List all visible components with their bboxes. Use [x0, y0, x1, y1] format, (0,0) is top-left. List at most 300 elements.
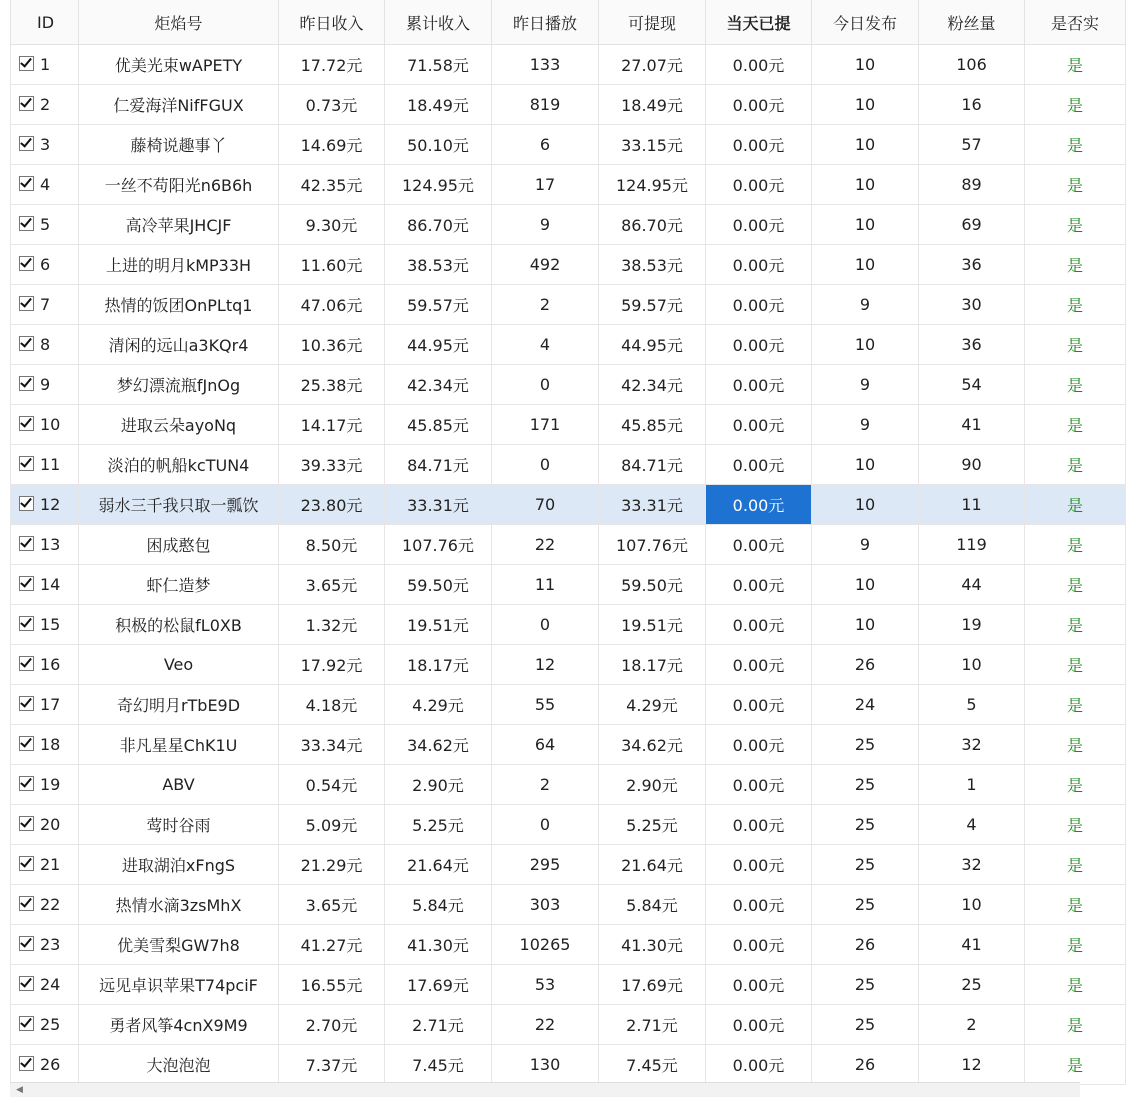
yesterday-plays-cell[interactable]: 295: [492, 845, 599, 885]
table-row[interactable]: [11, 1005, 1126, 1045]
fans-cell[interactable]: 119: [919, 525, 1025, 565]
fans-cell[interactable]: 1: [919, 765, 1025, 805]
fans-cell[interactable]: 12: [919, 1045, 1025, 1085]
yesterday-plays-cell[interactable]: 0: [492, 445, 599, 485]
row-checkbox[interactable]: [19, 776, 34, 791]
account-name-cell[interactable]: 非凡星星ChK1U: [79, 725, 279, 765]
id-cell[interactable]: [11, 925, 79, 965]
withdrawable-cell[interactable]: 5.84元: [599, 885, 706, 925]
yesterday-plays-cell[interactable]: 22: [492, 525, 599, 565]
verified-cell[interactable]: 是: [1025, 1005, 1126, 1045]
published-today-cell[interactable]: 24: [812, 685, 919, 725]
account-name-cell[interactable]: 进取湖泊xFngS: [79, 845, 279, 885]
verified-cell[interactable]: 是: [1025, 245, 1126, 285]
published-today-cell[interactable]: 25: [812, 765, 919, 805]
yesterday-plays-cell[interactable]: 0: [492, 365, 599, 405]
account-name-cell[interactable]: 梦幻漂流瓶fJnOg: [79, 365, 279, 405]
withdrawable-cell[interactable]: 45.85元: [599, 405, 706, 445]
withdrawn-today-cell[interactable]: 0.00元: [706, 205, 812, 245]
verified-cell[interactable]: 是: [1025, 285, 1126, 325]
column-header-name[interactable]: 炬焰号: [79, 0, 279, 45]
total-income-cell[interactable]: 18.17元: [385, 645, 492, 685]
column-header-yesterday-plays[interactable]: 昨日播放: [492, 0, 599, 45]
total-income-cell[interactable]: 5.25元: [385, 805, 492, 845]
withdrawable-cell[interactable]: 2.90元: [599, 765, 706, 805]
table-row[interactable]: [11, 525, 1126, 565]
withdrawn-today-cell[interactable]: 0.00元: [706, 1005, 812, 1045]
yesterday-plays-cell[interactable]: 17: [492, 165, 599, 205]
id-cell[interactable]: [11, 245, 79, 285]
yesterday-income-cell[interactable]: 17.72元: [279, 45, 385, 85]
total-income-cell[interactable]: 18.49元: [385, 85, 492, 125]
published-today-cell[interactable]: 9: [812, 285, 919, 325]
id-cell[interactable]: [11, 1045, 79, 1085]
horizontal-scrollbar[interactable]: [10, 1082, 1080, 1097]
published-today-cell[interactable]: 9: [812, 365, 919, 405]
row-checkbox[interactable]: [19, 336, 34, 351]
fans-cell[interactable]: 41: [919, 925, 1025, 965]
account-name-cell[interactable]: 一丝不苟阳光n6B6h: [79, 165, 279, 205]
published-today-cell[interactable]: 10: [812, 85, 919, 125]
column-header-yesterday-income[interactable]: 昨日收入: [279, 0, 385, 45]
yesterday-plays-cell[interactable]: 10265: [492, 925, 599, 965]
table-row[interactable]: [11, 965, 1126, 1005]
id-cell[interactable]: [11, 885, 79, 925]
withdrawn-today-cell[interactable]: 0.00元: [706, 405, 812, 445]
yesterday-plays-cell[interactable]: 55: [492, 685, 599, 725]
verified-cell[interactable]: 是: [1025, 365, 1126, 405]
total-income-cell[interactable]: 17.69元: [385, 965, 492, 1005]
column-header-published-today[interactable]: 今日发布: [812, 0, 919, 45]
account-name-cell[interactable]: 热情的饭团OnPLtq1: [79, 285, 279, 325]
fans-cell[interactable]: 36: [919, 245, 1025, 285]
fans-cell[interactable]: 90: [919, 445, 1025, 485]
total-income-cell[interactable]: 2.90元: [385, 765, 492, 805]
account-name-cell[interactable]: 弱水三千我只取一瓢饮: [79, 485, 279, 525]
published-today-cell[interactable]: 10: [812, 325, 919, 365]
withdrawable-cell[interactable]: 107.76元: [599, 525, 706, 565]
verified-cell[interactable]: 是: [1025, 685, 1126, 725]
verified-cell[interactable]: 是: [1025, 525, 1126, 565]
yesterday-income-cell[interactable]: 42.35元: [279, 165, 385, 205]
table-row[interactable]: [11, 725, 1126, 765]
account-name-cell[interactable]: 困成憨包: [79, 525, 279, 565]
withdrawn-today-cell[interactable]: 0.00元: [706, 645, 812, 685]
row-checkbox[interactable]: [19, 856, 34, 871]
account-name-cell[interactable]: Veo: [79, 645, 279, 685]
published-today-cell[interactable]: 25: [812, 965, 919, 1005]
id-cell[interactable]: [11, 845, 79, 885]
published-today-cell[interactable]: 26: [812, 645, 919, 685]
fans-cell[interactable]: 10: [919, 885, 1025, 925]
yesterday-plays-cell[interactable]: 22: [492, 1005, 599, 1045]
table-row[interactable]: [11, 845, 1126, 885]
withdrawable-cell[interactable]: 59.57元: [599, 285, 706, 325]
yesterday-plays-cell[interactable]: 2: [492, 285, 599, 325]
account-name-cell[interactable]: 勇者风筝4cnX9M9: [79, 1005, 279, 1045]
total-income-cell[interactable]: 7.45元: [385, 1045, 492, 1085]
id-cell[interactable]: [11, 1005, 79, 1045]
table-row[interactable]: [11, 325, 1126, 365]
withdrawable-cell[interactable]: 4.29元: [599, 685, 706, 725]
published-today-cell[interactable]: 9: [812, 525, 919, 565]
withdrawable-cell[interactable]: 5.25元: [599, 805, 706, 845]
table-row[interactable]: [11, 605, 1126, 645]
withdrawable-cell[interactable]: 19.51元: [599, 605, 706, 645]
withdrawable-cell[interactable]: 27.07元: [599, 45, 706, 85]
yesterday-plays-cell[interactable]: 2: [492, 765, 599, 805]
table-row[interactable]: [11, 645, 1126, 685]
verified-cell[interactable]: 是: [1025, 85, 1126, 125]
fans-cell[interactable]: 69: [919, 205, 1025, 245]
total-income-cell[interactable]: 71.58元: [385, 45, 492, 85]
row-checkbox[interactable]: [19, 296, 34, 311]
id-cell[interactable]: [11, 965, 79, 1005]
account-name-cell[interactable]: 优美雪梨GW7h8: [79, 925, 279, 965]
published-today-cell[interactable]: 26: [812, 1045, 919, 1085]
withdrawn-today-cell[interactable]: 0.00元: [706, 85, 812, 125]
withdrawable-cell[interactable]: 59.50元: [599, 565, 706, 605]
published-today-cell[interactable]: 10: [812, 485, 919, 525]
withdrawable-cell[interactable]: 84.71元: [599, 445, 706, 485]
yesterday-income-cell[interactable]: 0.54元: [279, 765, 385, 805]
yesterday-plays-cell[interactable]: 12: [492, 645, 599, 685]
withdrawable-cell[interactable]: 44.95元: [599, 325, 706, 365]
id-cell[interactable]: [11, 445, 79, 485]
yesterday-income-cell[interactable]: 23.80元: [279, 485, 385, 525]
published-today-cell[interactable]: 10: [812, 445, 919, 485]
withdrawable-cell[interactable]: 18.49元: [599, 85, 706, 125]
fans-cell[interactable]: 54: [919, 365, 1025, 405]
yesterday-income-cell[interactable]: 10.36元: [279, 325, 385, 365]
fans-cell[interactable]: 10: [919, 645, 1025, 685]
published-today-cell[interactable]: 9: [812, 405, 919, 445]
id-cell[interactable]: [11, 165, 79, 205]
fans-cell[interactable]: 4: [919, 805, 1025, 845]
id-cell[interactable]: [11, 525, 79, 565]
account-name-cell[interactable]: 奇幻明月rTbE9D: [79, 685, 279, 725]
total-income-cell[interactable]: 45.85元: [385, 405, 492, 445]
total-income-cell[interactable]: 5.84元: [385, 885, 492, 925]
fans-cell[interactable]: 32: [919, 845, 1025, 885]
id-cell[interactable]: [11, 725, 79, 765]
total-income-cell[interactable]: 124.95元: [385, 165, 492, 205]
withdrawable-cell[interactable]: 42.34元: [599, 365, 706, 405]
published-today-cell[interactable]: 25: [812, 1005, 919, 1045]
fans-cell[interactable]: 89: [919, 165, 1025, 205]
published-today-cell[interactable]: 25: [812, 845, 919, 885]
id-cell[interactable]: [11, 405, 79, 445]
table-row[interactable]: [11, 205, 1126, 245]
total-income-cell[interactable]: 21.64元: [385, 845, 492, 885]
withdrawable-cell[interactable]: 17.69元: [599, 965, 706, 1005]
row-checkbox[interactable]: [19, 736, 34, 751]
yesterday-income-cell[interactable]: 14.69元: [279, 125, 385, 165]
withdrawn-today-cell[interactable]: 0.00元: [706, 365, 812, 405]
total-income-cell[interactable]: 42.34元: [385, 365, 492, 405]
verified-cell[interactable]: 是: [1025, 565, 1126, 605]
fans-cell[interactable]: 57: [919, 125, 1025, 165]
yesterday-income-cell[interactable]: 39.33元: [279, 445, 385, 485]
total-income-cell[interactable]: 34.62元: [385, 725, 492, 765]
fans-cell[interactable]: 16: [919, 85, 1025, 125]
withdrawn-today-cell[interactable]: 0.00元: [706, 765, 812, 805]
withdrawn-today-cell[interactable]: 0.00元: [706, 245, 812, 285]
yesterday-income-cell[interactable]: 3.65元: [279, 565, 385, 605]
table-row[interactable]: [11, 165, 1126, 205]
yesterday-plays-cell[interactable]: 70: [492, 485, 599, 525]
row-checkbox[interactable]: [19, 536, 34, 551]
id-cell[interactable]: [11, 285, 79, 325]
withdrawn-today-cell[interactable]: 0.00元: [706, 125, 812, 165]
yesterday-plays-cell[interactable]: 6: [492, 125, 599, 165]
yesterday-plays-cell[interactable]: 492: [492, 245, 599, 285]
table-row[interactable]: [11, 85, 1126, 125]
published-today-cell[interactable]: 10: [812, 165, 919, 205]
published-today-cell[interactable]: 25: [812, 805, 919, 845]
published-today-cell[interactable]: 10: [812, 605, 919, 645]
published-today-cell[interactable]: 10: [812, 45, 919, 85]
column-header-total-income[interactable]: 累计收入: [385, 0, 492, 45]
row-checkbox[interactable]: [19, 576, 34, 591]
withdrawn-today-cell[interactable]: 0.00元: [706, 565, 812, 605]
fans-cell[interactable]: 30: [919, 285, 1025, 325]
column-header-withdrawn-today[interactable]: 当天已提: [706, 0, 812, 45]
account-name-cell[interactable]: 上进的明月kMP33H: [79, 245, 279, 285]
yesterday-income-cell[interactable]: 1.32元: [279, 605, 385, 645]
published-today-cell[interactable]: 10: [812, 565, 919, 605]
account-name-cell[interactable]: 仁爱海洋NifFGUX: [79, 85, 279, 125]
total-income-cell[interactable]: 19.51元: [385, 605, 492, 645]
total-income-cell[interactable]: 33.31元: [385, 485, 492, 525]
yesterday-income-cell[interactable]: 8.50元: [279, 525, 385, 565]
account-name-cell[interactable]: ABV: [79, 765, 279, 805]
row-checkbox[interactable]: [19, 56, 34, 71]
total-income-cell[interactable]: 59.50元: [385, 565, 492, 605]
row-checkbox[interactable]: [19, 656, 34, 671]
table-row[interactable]: [11, 245, 1126, 285]
withdrawn-today-cell[interactable]: 0.00元: [706, 845, 812, 885]
published-today-cell[interactable]: 26: [812, 925, 919, 965]
verified-cell[interactable]: 是: [1025, 325, 1126, 365]
id-cell[interactable]: [11, 45, 79, 85]
published-today-cell[interactable]: 25: [812, 725, 919, 765]
withdrawable-cell[interactable]: 33.15元: [599, 125, 706, 165]
id-cell[interactable]: [11, 205, 79, 245]
withdrawn-today-cell[interactable]: 0.00元: [706, 165, 812, 205]
total-income-cell[interactable]: 84.71元: [385, 445, 492, 485]
yesterday-income-cell[interactable]: 16.55元: [279, 965, 385, 1005]
verified-cell[interactable]: 是: [1025, 205, 1126, 245]
withdrawable-cell[interactable]: 33.31元: [599, 485, 706, 525]
verified-cell[interactable]: 是: [1025, 405, 1126, 445]
withdrawable-cell[interactable]: 41.30元: [599, 925, 706, 965]
account-name-cell[interactable]: 进取云朵ayoNq: [79, 405, 279, 445]
verified-cell[interactable]: 是: [1025, 45, 1126, 85]
yesterday-income-cell[interactable]: 25.38元: [279, 365, 385, 405]
total-income-cell[interactable]: 44.95元: [385, 325, 492, 365]
table-row[interactable]: [11, 925, 1126, 965]
row-checkbox[interactable]: [19, 136, 34, 151]
table-row[interactable]: [11, 45, 1126, 85]
verified-cell[interactable]: 是: [1025, 765, 1126, 805]
row-checkbox[interactable]: [19, 376, 34, 391]
withdrawable-cell[interactable]: 2.71元: [599, 1005, 706, 1045]
yesterday-plays-cell[interactable]: 64: [492, 725, 599, 765]
account-name-cell[interactable]: 远见卓识苹果T74pciF: [79, 965, 279, 1005]
withdrawable-cell[interactable]: 86.70元: [599, 205, 706, 245]
table-row[interactable]: [11, 885, 1126, 925]
row-checkbox[interactable]: [19, 896, 34, 911]
withdrawn-today-cell[interactable]: 0.00元: [706, 925, 812, 965]
verified-cell[interactable]: 是: [1025, 885, 1126, 925]
table-row[interactable]: [11, 445, 1126, 485]
yesterday-plays-cell[interactable]: 53: [492, 965, 599, 1005]
fans-cell[interactable]: 44: [919, 565, 1025, 605]
yesterday-plays-cell[interactable]: 0: [492, 805, 599, 845]
yesterday-plays-cell[interactable]: 0: [492, 605, 599, 645]
verified-cell[interactable]: 是: [1025, 485, 1126, 525]
verified-cell[interactable]: 是: [1025, 845, 1126, 885]
withdrawn-today-cell[interactable]: 0.00元: [706, 485, 812, 525]
verified-cell[interactable]: 是: [1025, 805, 1126, 845]
yesterday-income-cell[interactable]: 0.73元: [279, 85, 385, 125]
yesterday-income-cell[interactable]: 17.92元: [279, 645, 385, 685]
withdrawn-today-cell[interactable]: 0.00元: [706, 525, 812, 565]
id-cell[interactable]: [11, 365, 79, 405]
column-header-withdrawable[interactable]: 可提现: [599, 0, 706, 45]
id-cell[interactable]: [11, 805, 79, 845]
fans-cell[interactable]: 2: [919, 1005, 1025, 1045]
yesterday-income-cell[interactable]: 9.30元: [279, 205, 385, 245]
id-cell[interactable]: [11, 685, 79, 725]
id-cell[interactable]: [11, 565, 79, 605]
table-row[interactable]: [11, 1045, 1126, 1085]
total-income-cell[interactable]: 38.53元: [385, 245, 492, 285]
yesterday-plays-cell[interactable]: 133: [492, 45, 599, 85]
withdrawn-today-cell[interactable]: 0.00元: [706, 965, 812, 1005]
row-checkbox[interactable]: [19, 936, 34, 951]
row-checkbox[interactable]: [19, 696, 34, 711]
id-cell[interactable]: [11, 485, 79, 525]
fans-cell[interactable]: 25: [919, 965, 1025, 1005]
withdrawn-today-cell[interactable]: 0.00元: [706, 325, 812, 365]
id-cell[interactable]: [11, 645, 79, 685]
id-cell[interactable]: [11, 765, 79, 805]
withdrawn-today-cell[interactable]: 0.00元: [706, 885, 812, 925]
table-row[interactable]: [11, 765, 1126, 805]
verified-cell[interactable]: 是: [1025, 1045, 1126, 1085]
fans-cell[interactable]: 106: [919, 45, 1025, 85]
row-checkbox[interactable]: [19, 976, 34, 991]
table-row[interactable]: [11, 285, 1126, 325]
account-name-cell[interactable]: 藤椅说趣事丫: [79, 125, 279, 165]
yesterday-income-cell[interactable]: 21.29元: [279, 845, 385, 885]
total-income-cell[interactable]: 59.57元: [385, 285, 492, 325]
id-cell[interactable]: [11, 85, 79, 125]
row-checkbox[interactable]: [19, 616, 34, 631]
table-row[interactable]: [11, 125, 1126, 165]
withdrawable-cell[interactable]: 34.62元: [599, 725, 706, 765]
account-name-cell[interactable]: 大泡泡泡: [79, 1045, 279, 1085]
fans-cell[interactable]: 32: [919, 725, 1025, 765]
row-checkbox[interactable]: [19, 96, 34, 111]
column-header-verified[interactable]: 是否实: [1025, 0, 1126, 45]
row-checkbox[interactable]: [19, 176, 34, 191]
withdrawn-today-cell[interactable]: 0.00元: [706, 45, 812, 85]
published-today-cell[interactable]: 10: [812, 245, 919, 285]
withdrawn-today-cell[interactable]: 0.00元: [706, 605, 812, 645]
scroll-left-icon[interactable]: ◀: [16, 1085, 23, 1095]
published-today-cell[interactable]: 10: [812, 125, 919, 165]
row-checkbox[interactable]: [19, 496, 34, 511]
row-checkbox[interactable]: [19, 216, 34, 231]
published-today-cell[interactable]: 25: [812, 885, 919, 925]
withdrawn-today-cell[interactable]: 0.00元: [706, 685, 812, 725]
row-checkbox[interactable]: [19, 1056, 34, 1071]
yesterday-income-cell[interactable]: 4.18元: [279, 685, 385, 725]
yesterday-income-cell[interactable]: 2.70元: [279, 1005, 385, 1045]
verified-cell[interactable]: 是: [1025, 605, 1126, 645]
fans-cell[interactable]: 36: [919, 325, 1025, 365]
table-row[interactable]: [11, 485, 1126, 525]
verified-cell[interactable]: 是: [1025, 445, 1126, 485]
table-row[interactable]: [11, 805, 1126, 845]
row-checkbox[interactable]: [19, 816, 34, 831]
fans-cell[interactable]: 5: [919, 685, 1025, 725]
withdrawable-cell[interactable]: 21.64元: [599, 845, 706, 885]
yesterday-income-cell[interactable]: 41.27元: [279, 925, 385, 965]
withdrawn-today-cell[interactable]: 0.00元: [706, 1045, 812, 1085]
fans-cell[interactable]: 11: [919, 485, 1025, 525]
verified-cell[interactable]: 是: [1025, 965, 1126, 1005]
fans-cell[interactable]: 41: [919, 405, 1025, 445]
verified-cell[interactable]: 是: [1025, 165, 1126, 205]
yesterday-income-cell[interactable]: 33.34元: [279, 725, 385, 765]
yesterday-income-cell[interactable]: 7.37元: [279, 1045, 385, 1085]
table-row[interactable]: [11, 365, 1126, 405]
total-income-cell[interactable]: 107.76元: [385, 525, 492, 565]
withdrawn-today-cell[interactable]: 0.00元: [706, 725, 812, 765]
published-today-cell[interactable]: 10: [812, 205, 919, 245]
account-name-cell[interactable]: 清闲的远山a3KQr4: [79, 325, 279, 365]
account-name-cell[interactable]: 淡泊的帆船kcTUN4: [79, 445, 279, 485]
yesterday-plays-cell[interactable]: 819: [492, 85, 599, 125]
yesterday-income-cell[interactable]: 5.09元: [279, 805, 385, 845]
row-checkbox[interactable]: [19, 256, 34, 271]
table-row[interactable]: [11, 405, 1126, 445]
account-name-cell[interactable]: 热情水滴3zsMhX: [79, 885, 279, 925]
id-cell[interactable]: [11, 605, 79, 645]
yesterday-income-cell[interactable]: 47.06元: [279, 285, 385, 325]
withdrawn-today-cell[interactable]: 0.00元: [706, 445, 812, 485]
total-income-cell[interactable]: 2.71元: [385, 1005, 492, 1045]
account-name-cell[interactable]: 虾仁造梦: [79, 565, 279, 605]
yesterday-plays-cell[interactable]: 9: [492, 205, 599, 245]
column-header-id[interactable]: ID: [11, 0, 79, 45]
total-income-cell[interactable]: 50.10元: [385, 125, 492, 165]
yesterday-income-cell[interactable]: 11.60元: [279, 245, 385, 285]
verified-cell[interactable]: 是: [1025, 645, 1126, 685]
verified-cell[interactable]: 是: [1025, 725, 1126, 765]
withdrawable-cell[interactable]: 124.95元: [599, 165, 706, 205]
fans-cell[interactable]: 19: [919, 605, 1025, 645]
yesterday-income-cell[interactable]: 3.65元: [279, 885, 385, 925]
table-row[interactable]: [11, 565, 1126, 605]
account-name-cell[interactable]: 高冷苹果JHCJF: [79, 205, 279, 245]
account-name-cell[interactable]: 优美光束wAPETY: [79, 45, 279, 85]
verified-cell[interactable]: 是: [1025, 925, 1126, 965]
